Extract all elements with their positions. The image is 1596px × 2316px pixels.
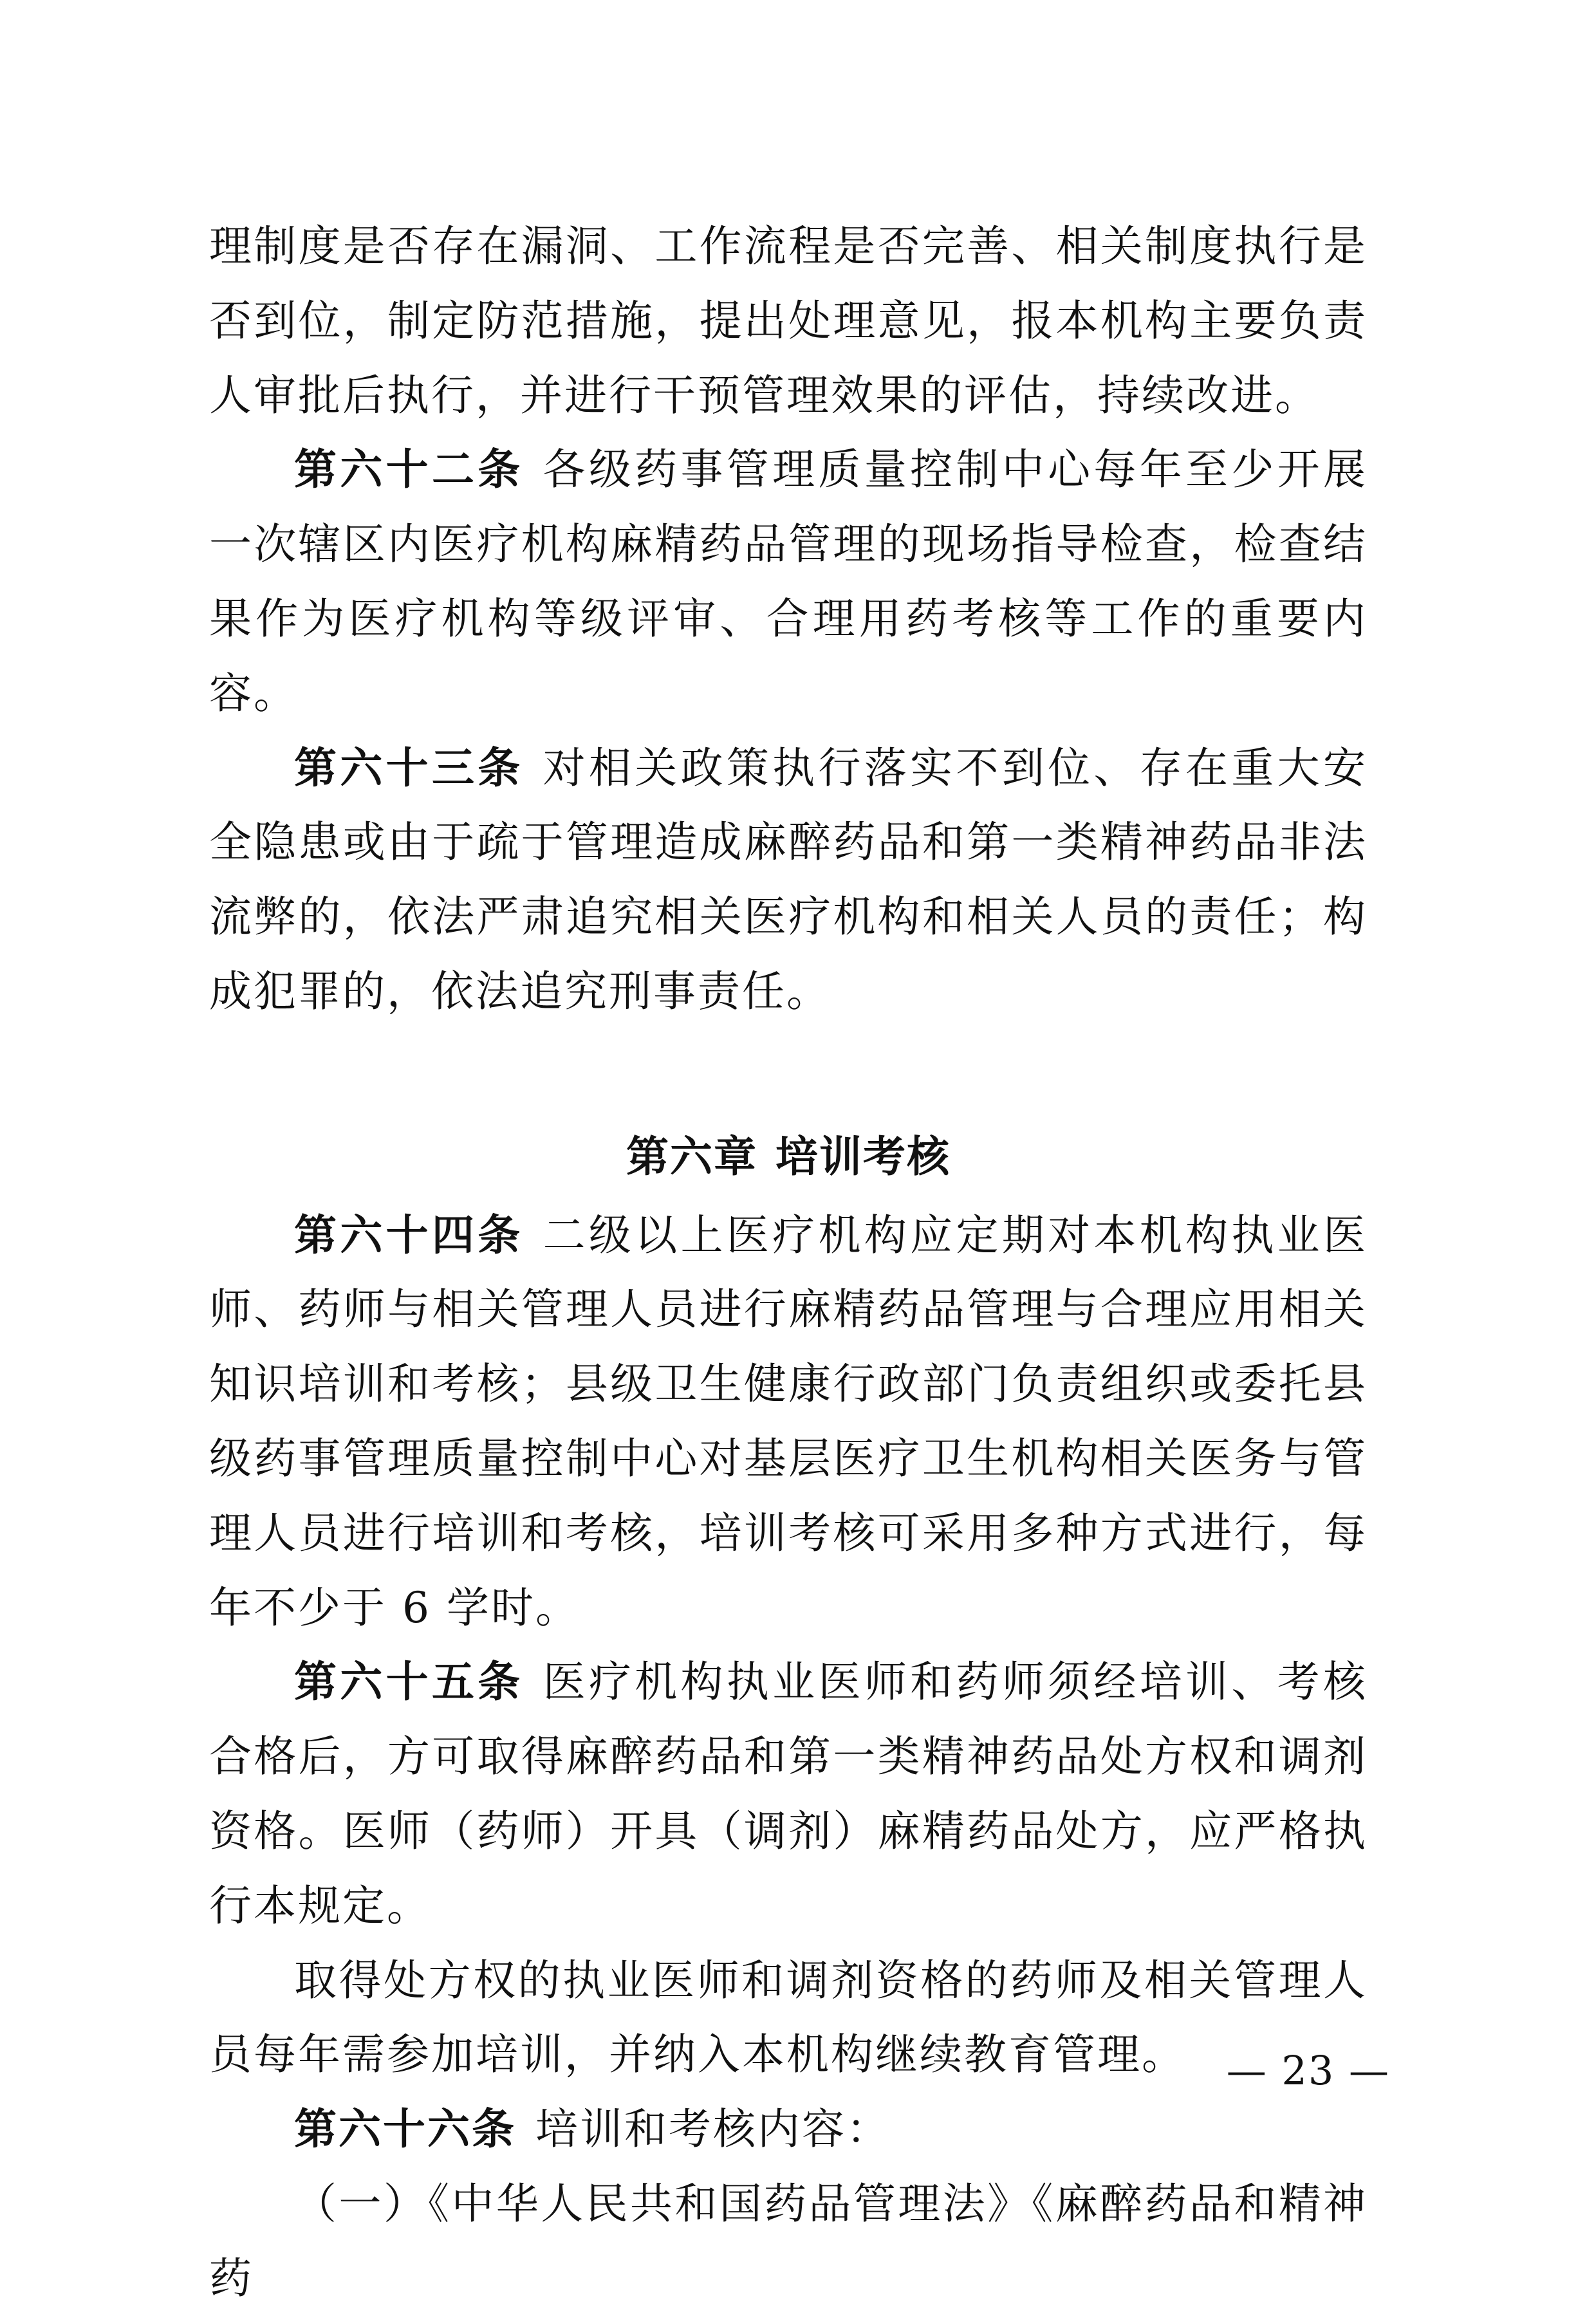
article-number: 第六十四条 bbox=[294, 1210, 524, 1260]
article-number: 第六十三条 bbox=[294, 743, 524, 793]
chapter-number: 第六章 bbox=[626, 1131, 757, 1181]
article-number: 第六十二条 bbox=[294, 445, 524, 495]
paragraph-text: 二级以上医疗机构应定期对本机构执业医师、药师与相关管理人员进行麻精药品管理与合理应用相关知识培训和考核；县级卫生健康行政部门负责组织或委托县级药事管理质量控制中心对基层医疗卫生机构相关医务与管理人员进行培训和考核，培训考核可采用多种方式进行，每年不少于 6 学时。 bbox=[209, 1210, 1368, 1633]
article-number: 第六十六条 bbox=[294, 2104, 516, 2154]
page-body bbox=[209, 209, 1368, 2316]
article-number: 第六十五条 bbox=[294, 1657, 524, 1707]
article-63-paragraph bbox=[209, 731, 1368, 1029]
paragraph-continued bbox=[209, 209, 1368, 432]
article-66-paragraph bbox=[209, 2092, 1368, 2167]
paragraph-text: 各级药事管理质量控制中心每年至少开展一次辖区内医疗机构麻精药品管理的现场指导检查，检查结果作为医疗机构等级评审、合理用药考核等工作的重要内容。 bbox=[209, 445, 1368, 718]
page-number: — 23 — bbox=[1226, 2047, 1390, 2094]
paragraph-text: 培训和考核内容： bbox=[535, 2104, 891, 2154]
chapter-title: 培训考核 bbox=[775, 1131, 951, 1181]
list-item-paragraph bbox=[209, 2167, 1368, 2316]
article-65-continuation-paragraph bbox=[209, 1943, 1368, 2093]
paragraph-text: 对相关政策执行落实不到位、存在重大安全隐患或由于疏于管理造成麻醉药品和第一类精神药品非法流弊的，依法严肃追究相关医疗机构和相关人员的责任；构成犯罪的，依法追究刑事责任。 bbox=[209, 743, 1368, 1016]
paragraph-text: 理制度是否存在漏洞、工作流程是否完善、相关制度执行是否到位，制定防范措施，提出处理意见，报本机构主要负责人审批后执行，并进行干预管理效果的评估，持续改进。 bbox=[209, 221, 1368, 420]
chapter-heading bbox=[209, 1120, 1368, 1194]
article-65-paragraph bbox=[209, 1645, 1368, 1943]
paragraph-text: 医疗机构执业医师和药师须经培训、考核合格后，方可取得麻醉药品和第一类精神药品处方权和调剂资格。医师（药师）开具（调剂）麻精药品处方，应严格执行本规定。 bbox=[209, 1657, 1368, 1931]
article-62-paragraph bbox=[209, 432, 1368, 730]
paragraph-text: （一）《中华人民共和国药品管理法》《麻醉药品和精神药 bbox=[209, 2178, 1368, 2303]
paragraph-text: 取得处方权的执业医师和调剂资格的药师及相关管理人员每年需参加培训，并纳入本机构继续教育管理。 bbox=[209, 1955, 1368, 2080]
article-64-paragraph bbox=[209, 1198, 1368, 1645]
